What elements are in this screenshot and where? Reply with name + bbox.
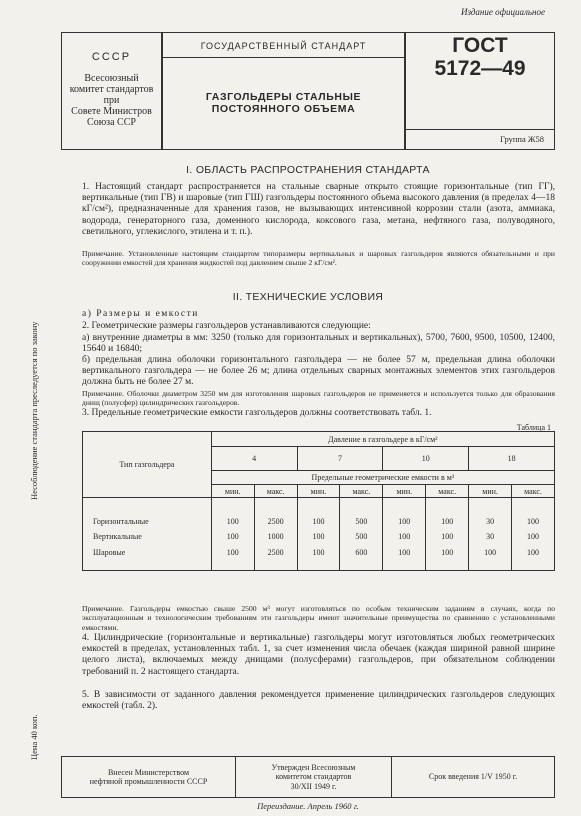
min-header: мин. [297, 485, 340, 498]
table-cell: 100 [211, 498, 254, 528]
legal-notice: Несоблюдение стандарта преследуется по закону [29, 321, 39, 500]
table-caption: Таблица 1 [516, 423, 551, 432]
edition-label: Издание официальное [460, 7, 545, 17]
capacity-header: Предельные геометрические емкости в м³ [211, 471, 554, 485]
divider [406, 129, 554, 130]
pressure-value: 18 [469, 447, 555, 471]
table-cell: 2500 [254, 545, 297, 571]
paragraph-4: 4. Цилиндрические (горизонтальные и вертикальные) газгольдеры могут изготовляться любых геометрических емкостей в пределах, установленных табл. 1, за счет изменения числа обечаек (каждая шириной равной ширине целого листа), включаемых между днищами (полусферами) газгольдеров, при обязательном соблюдении требований п. 2 настоящего стандарта. [82, 633, 555, 677]
ussr-label: СССР [91, 51, 132, 63]
table-row [83, 498, 555, 528]
gost-number: 5172—49 [434, 57, 526, 80]
min-header: мин. [469, 485, 512, 498]
row-type: Вертикальные [83, 528, 212, 545]
table-cell: 100 [297, 498, 340, 528]
paragraph-2a: а) внутренние диаметры в мм: 3250 (только для горизонтальных и вертикальных), 5700, 7600, 9500, 10500, 12400, 15640 и 16840; [82, 333, 555, 355]
table-cell: 100 [383, 528, 426, 545]
section-2-title: II. ТЕХНИЧЕСКИЕ УСЛОВИЯ [232, 291, 384, 303]
introduced-line: нефтяной промышленности СССР [89, 777, 208, 786]
pressure-value: 4 [211, 447, 297, 471]
committee-line: при [103, 95, 120, 106]
committee-line: комитет стандартов [69, 84, 154, 95]
note-3: Примечание. Газгольдеры емкостью свыше 2500 м³ могут изготовляться по особым техническим заданиям в случаях, когда по эксплуатационным и технологическим требованиям эти газгольдеры имеют значительные преимущества по сравнению с установленными емкостями. [82, 604, 555, 632]
table-cell: 500 [340, 498, 383, 528]
title-line: ГАЗГОЛЬДЕРЫ СТАЛЬНЫЕ [205, 91, 362, 103]
title-line: ПОСТОЯННОГО ОБЪЕМА [211, 103, 356, 115]
approved-line: Утвержден Всесоюзным [271, 762, 356, 772]
section-1-title: I. ОБЛАСТЬ РАСПРОСТРАНЕНИЯ СТАНДАРТА [186, 164, 430, 176]
pressure-value: 7 [297, 447, 383, 471]
table-cell: 100 [297, 545, 340, 571]
table-cell: 500 [340, 528, 383, 545]
table-cell: 100 [512, 545, 555, 571]
paragraph-5: 5. В зависимости от заданного давления рекомендуется применение цилиндрических газгольдеров следующих емкостей (табл. 2). [82, 690, 555, 712]
note-2: Примечание. Оболочки диаметром 3250 мм для изготовления шаровых газгольдеров не применяется и используется только для образования днищ (полусфер) цилиндрических газгольдеров. [82, 389, 555, 408]
paragraph-1: 1. Настоящий стандарт распространяется на стальные сварные открыто стоящие горизонтальные (тип ГГ), вертикальные (тип ГВ) и шаровые (тип ГШ) газгольдеры постоянного объема высокого давления (в пределах 4—18 кГ/см²), предназначенные для хранения газов, не вызывающих интенсивной коррозии стали (азота, аммиака, водорода, генераторного газа, доменного кислорода, коксового газа, метана, нефтяного газа, полуводяного, светильного, углекислого, этилена и т. п.). [82, 182, 555, 237]
row-type: Шаровые [83, 545, 212, 571]
paragraph-2: 2. Геометрические размеры газгольдеров устанавливаются следующие: [82, 321, 371, 331]
table-cell: 1000 [254, 528, 297, 545]
title-box [162, 32, 405, 150]
price-label: Цена 40 коп. [29, 714, 39, 760]
table-cell: 100 [383, 545, 426, 571]
pressure-value: 10 [383, 447, 469, 471]
table-cell: 100 [512, 498, 555, 528]
header-block [61, 32, 555, 150]
table-row [83, 528, 555, 545]
table-cell: 100 [211, 528, 254, 545]
gost-box [405, 32, 555, 150]
approved-line: 30/XII 1949 г. [290, 781, 337, 791]
document-title [163, 91, 404, 115]
table-cell: 100 [211, 545, 254, 571]
committee-line: Всесоюзный [84, 73, 139, 84]
group-label: Группа Ж58 [500, 134, 544, 144]
table-cell: 100 [469, 545, 512, 571]
min-header: мин. [383, 485, 426, 498]
table-cell: 100 [426, 528, 469, 545]
table-cell: 100 [297, 528, 340, 545]
gost-label: ГОСТ [452, 34, 508, 57]
committee-name [62, 73, 161, 128]
note-1: Примечание. Установленные настоящим стандартом типоразмеры вертикальных и шаровых газгольдеров являются обязательными и при сооружении емкостей для хранения жидкостей под давлением свыше 2 кГ/см². [82, 249, 555, 268]
footer-table [61, 756, 555, 798]
pressure-header: Давление в газгольдере в кГ/см² [211, 432, 554, 447]
introduced-line: Внесен Министерством [107, 767, 190, 777]
committee-line: Союза ССР [87, 117, 136, 128]
capacity-table [82, 431, 555, 571]
table-cell: 100 [383, 498, 426, 528]
table-cell: 600 [340, 545, 383, 571]
subsection-a-title: а) Размеры и емкости [82, 309, 199, 319]
type-header: Тип газгольдера [83, 432, 212, 498]
table-row [83, 545, 555, 571]
table-cell: 100 [426, 498, 469, 528]
max-header: макс. [254, 485, 297, 498]
committee-line: Совете Министров [71, 106, 152, 117]
table-cell: 100 [426, 545, 469, 571]
max-header: макс. [512, 485, 555, 498]
table-cell: 30 [469, 528, 512, 545]
divider [163, 57, 404, 58]
approved-line: комитетом стандартов [275, 772, 352, 782]
min-header: мин. [211, 485, 254, 498]
row-type: Горизонтальные [83, 498, 212, 528]
state-standard-label: ГОСУДАРСТВЕННЫЙ СТАНДАРТ [200, 41, 367, 51]
paragraph-2b: б) предельная длина оболочки горизонтального газгольдера — не более 57 м, предельная длина оболочки вертикального газгольдера — не более 26 м; длина отдельных сварных монтажных элементов этих газгольдеров должна быть не более 27 м. [82, 355, 555, 388]
table-cell: 100 [512, 528, 555, 545]
table-cell: 2500 [254, 498, 297, 528]
max-header: макс. [340, 485, 383, 498]
max-header: макс. [426, 485, 469, 498]
table-cell: 30 [469, 498, 512, 528]
effective-date: Срок введения 1/V 1950 г. [428, 772, 518, 782]
reprint-note: Переиздание. Апрель 1960 г. [257, 801, 359, 811]
paragraph-3: 3. Предельные геометрические емкости газгольдеров должны соответствовать табл. 1. [82, 408, 432, 418]
issuer-box [61, 32, 162, 150]
introduced-by [62, 757, 236, 797]
approved-by [236, 757, 392, 797]
